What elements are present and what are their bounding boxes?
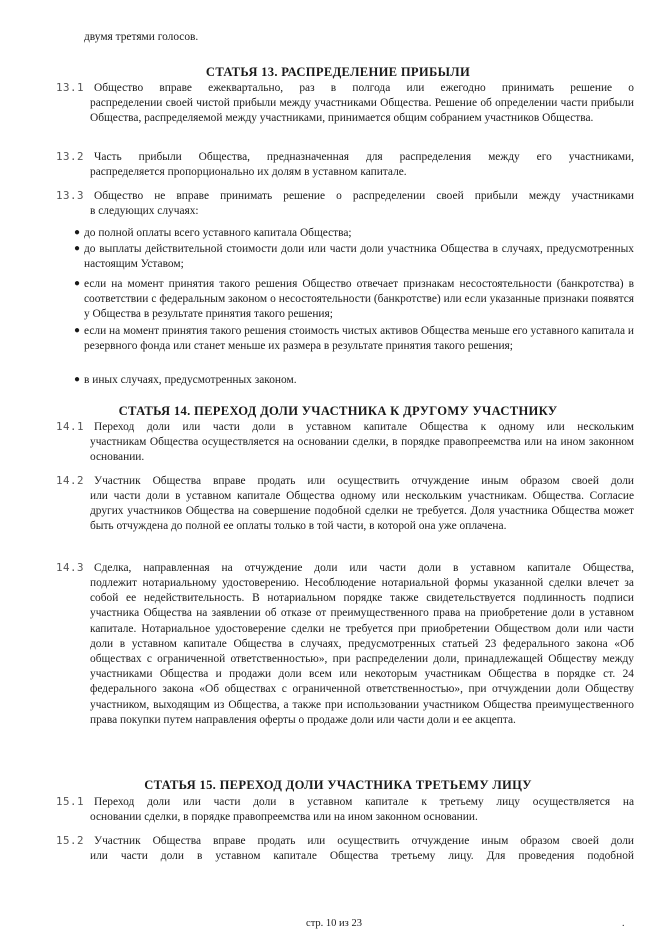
clause-number: 13.3: [56, 189, 85, 202]
footer-mark: .: [622, 918, 625, 929]
clause-13-1-first-line: Общество вправе ежеквартально, раз в полгода или ежегодно принимать решение о: [94, 82, 634, 94]
clause-number: 14.1: [56, 420, 85, 433]
clause-13-2-first-line: Часть прибыли Общества, предназначенная для распределения между его участниками,: [94, 151, 634, 163]
clause-15-2-text: или части доли в уставном капитале Общества третьему лицу. Для проведения подобной: [90, 850, 634, 862]
clause-14-3-text: подлежит нотариальному удостоверению. Несоблюдение нотариальной формы указанной сделки влечет за собой ее недействительность. В нотариальном порядке также свидетельствуется подлинность подписи участника Общества на заявлении об отказе от преимущественного права на приобретение доли в уставном капитале. Нотариальное удостоверение сделки не требуется при приобретении Обществом доли или части доли в уставном капитале Общества в случаях, предусмотренных статьей 23 федерального закона «Об обществах с ограниченной ответственностью», при распределении доли, принадлежащей Обществу между участниками Общества и продажи доли всем или некоторым участникам Общества в порядке ст. 24 федерального закона «Об обществах с ограниченной ответственностью», при отчуждении доли Обществу участником, выходящим из Общества, а также при использовании участником Общества преимущественного права покупки путем направления оферты о продаже доли или части доли и ее акцепта.: [90, 577, 634, 726]
bullet-icon: ●: [74, 227, 81, 238]
bullet-icon: ●: [74, 374, 81, 385]
clause-15-1-text: основании сделки, в порядке правопреемства или на ином законном основании.: [90, 811, 478, 823]
clause-13-2-text: распределяется пропорционально их долям в уставном капитале.: [90, 166, 407, 178]
clause-number: 13.1: [56, 81, 85, 94]
paragraph-continuation: двумя третями голосов.: [84, 31, 199, 43]
article-14-title: СТАТЬЯ 14. ПЕРЕХОД ДОЛИ УЧАСТНИКА К ДРУГОМУ УЧАСТНИКУ: [118, 404, 558, 418]
article-15-title: СТАТЬЯ 15. ПЕРЕХОД ДОЛИ УЧАСТНИКА ТРЕТЬЕМУ ЛИЦУ: [144, 778, 532, 792]
list-item: до выплаты действительной стоимости доли или части доли участника Общества в случаях, предусмотренных настоящим Уставом;: [84, 243, 634, 271]
clause-15-1-first-line: Переход доли или части доли в уставном капитале к третьему лицу осуществляется на: [94, 796, 634, 808]
clause-number: 14.3: [56, 561, 85, 574]
clause-14-1-first-line: Переход доли или части доли в уставном капитале Общества к одному или нескольким: [94, 421, 634, 433]
clause-14-2-first-line: Участник Общества вправе продать или осуществить отчуждение иным образом своей доли: [94, 475, 634, 487]
list-item: до полной оплаты всего уставного капитала Общества;: [84, 227, 352, 239]
clause-15-2-first-line: Участник Общества вправе продать или осуществить отчуждение иным образом своей доли: [94, 835, 634, 847]
bullet-icon: ●: [74, 325, 81, 336]
clause-13-1-text: распределении своей чистой прибыли между участниками Общества. Решение об определении части прибыли Общества, распределяемой между участниками, принимается общим собранием участников Общества.: [90, 97, 634, 125]
clause-14-2-text: или части доли в уставном капитале Общества одному или нескольким участникам. Общества. Согласие других участников Общества на совершение подобной сделки не требуется. Доля участника Общества может быть отчуждена до полной ее оплаты только в той части, в которой она уже оплачена.: [90, 490, 634, 533]
clause-13-3-text: в следующих случаях:: [90, 205, 199, 217]
clause-number: 15.1: [56, 795, 85, 808]
clause-13-3-first-line: Общество не вправе принимать решение о распределении своей прибыли между участниками: [94, 190, 634, 202]
bullet-icon: ●: [74, 278, 81, 289]
list-item: если на момент принятия такого решения стоимость чистых активов Общества меньше его уставного капитала и резервного фонда или станет меньше их размера в результате принятия такого решения;: [84, 325, 634, 353]
clause-number: 13.2: [56, 150, 85, 163]
bullet-icon: ●: [74, 243, 81, 254]
article-13-title: СТАТЬЯ 13. РАСПРЕДЕЛЕНИЕ ПРИБЫЛИ: [205, 65, 471, 79]
clause-number: 14.2: [56, 474, 85, 487]
clause-14-1-text: участникам Общества осуществляется на основании сделки, в порядке правопреемства или на ином законном основании.: [90, 436, 634, 464]
list-item: если на момент принятия такого решения Общество отвечает признакам несостоятельности (банкротства) в соответствии с федеральным законом о несостоятельности (банкротстве) или если указанные признаки появятся у Общества в результате принятия такого решения;: [84, 278, 634, 321]
clause-number: 15.2: [56, 834, 85, 847]
clause-14-3-first-line: Сделка, направленная на отчуждение доли или части доли в уставном капитале Общества,: [94, 562, 634, 574]
list-item: в иных случаях, предусмотренных законом.: [84, 374, 297, 386]
page-number: стр. 10 из 23: [306, 918, 362, 929]
